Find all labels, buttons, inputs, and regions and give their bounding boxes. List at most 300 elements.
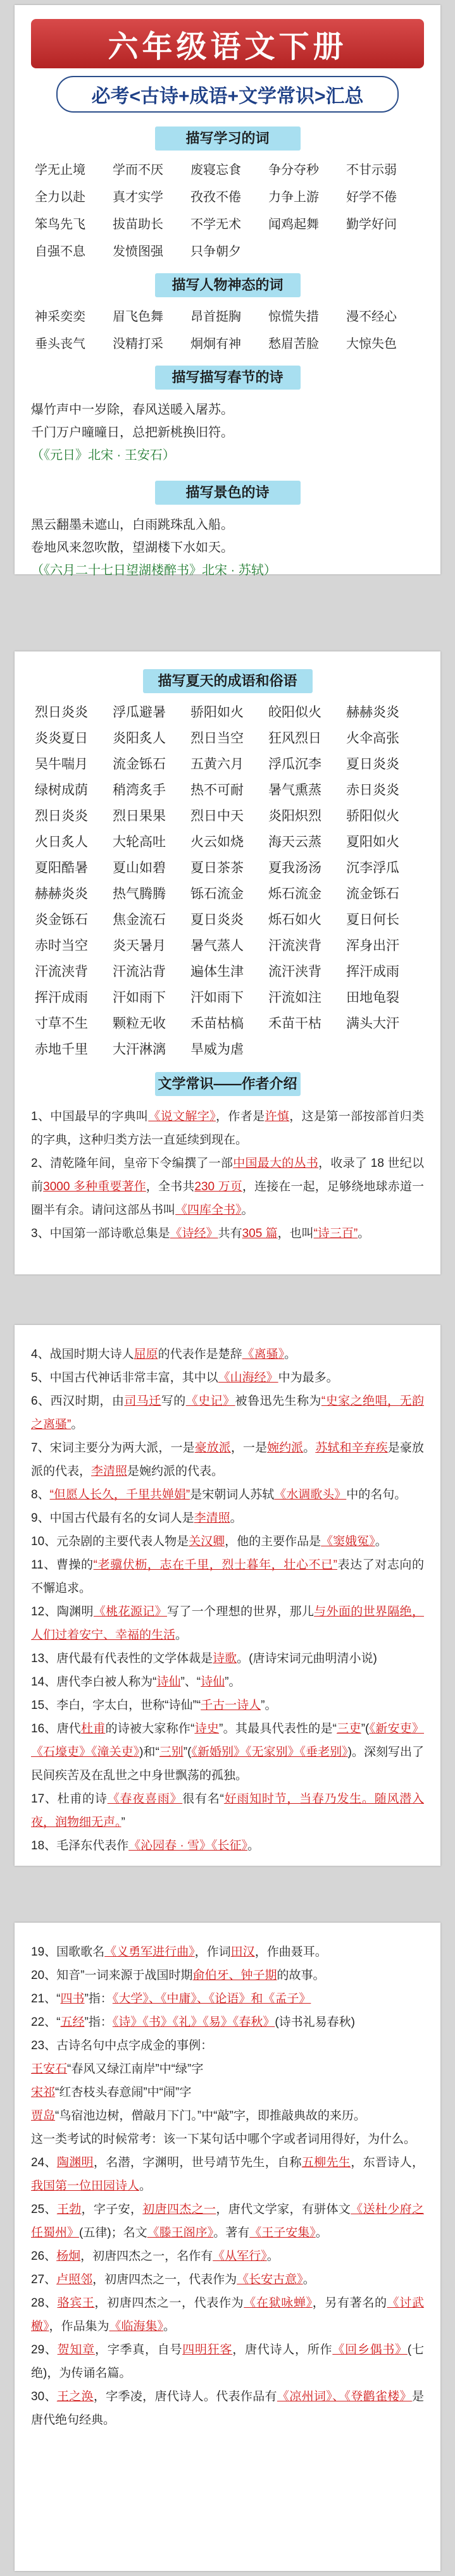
word-item: 赤地千里 xyxy=(35,1042,88,1057)
item-text: ，作曲聂耳。 xyxy=(254,1945,327,1959)
section-title-scenery: 描写景色的诗 xyxy=(155,481,301,505)
word-item: 稍湾炙手 xyxy=(113,783,166,798)
word-item: 汗流沾背 xyxy=(113,964,166,979)
item-text: 。 xyxy=(302,2273,315,2286)
word-item: 夏阳酷暑 xyxy=(35,861,88,875)
highlight-answer: 三别 xyxy=(159,1746,184,1759)
word-item: 浮瓜沉李 xyxy=(268,757,321,772)
word-item: 骄阳似火 xyxy=(346,809,399,823)
item-text: 是唐代绝句经典。 xyxy=(31,2390,424,2427)
word-item: 绿树成荫 xyxy=(35,783,88,798)
highlight-answer: 《义勇军进行曲》 xyxy=(104,1945,195,1959)
literature-item xyxy=(31,1105,424,1152)
word-item: 炎金铄石 xyxy=(35,913,88,927)
literature-item xyxy=(31,1152,424,1222)
literature-item xyxy=(31,1670,424,1694)
highlight-answer: 卢照邻 xyxy=(56,2273,93,2286)
item-text: ，名潜，字渊明，世号靖节先生，自称 xyxy=(93,2156,302,2169)
item-text: ，全书共 xyxy=(146,1180,195,1193)
word-item: 禾苗干枯 xyxy=(268,1016,321,1031)
highlight-answer: “诗三百” xyxy=(313,1227,358,1240)
highlight-answer: 三吏 xyxy=(337,1722,361,1735)
literature-item xyxy=(31,2034,424,2057)
poem-source-text: 《元日》北宋 · 王安石 xyxy=(44,448,163,462)
item-text: 29、 xyxy=(31,2343,58,2357)
literature-item xyxy=(31,2011,424,2034)
word-item: 热气腾腾 xyxy=(113,887,166,901)
word-item: 只争朝夕 xyxy=(190,245,241,259)
item-text: 是婉约派的代表。 xyxy=(127,1465,224,1478)
word-item: 汗如雨下 xyxy=(190,990,244,1005)
literature-item xyxy=(31,1436,424,1483)
highlight-answer: 关汉卿 xyxy=(189,1535,225,1548)
literature-item xyxy=(31,2245,424,2268)
literature-item xyxy=(31,1222,424,1245)
item-text: 是宋朝词人苏轼 xyxy=(190,1488,275,1501)
literature-item xyxy=(31,2291,424,2338)
item-text: ” xyxy=(121,1816,125,1829)
highlight-answer: 诗仙 xyxy=(156,1675,181,1689)
word-item: 炎阳炽烈 xyxy=(268,809,321,823)
highlight-answer: 中国最大的丛书 xyxy=(233,1157,319,1170)
word-item: 炎阳炙人 xyxy=(113,731,166,746)
item-text: (七绝)，为传诵名篇。 xyxy=(31,2343,424,2380)
word-item: 炯炯有神 xyxy=(190,337,241,351)
item-text: 。 xyxy=(241,1204,254,1217)
highlight-answer: 《史记》 xyxy=(185,1395,235,1408)
literature-item xyxy=(31,1553,424,1600)
item-text: 。 xyxy=(303,1441,316,1455)
literature-item xyxy=(31,1647,424,1670)
word-item: 大惊失色 xyxy=(346,337,397,351)
word-item: 汗如雨下 xyxy=(113,990,166,1005)
item-text: 共有 xyxy=(218,1227,242,1240)
item-text: )和“ xyxy=(139,1746,159,1759)
item-text: ，唐代诗人，所作 xyxy=(232,2343,333,2357)
word-item: 愁眉苦脸 xyxy=(268,337,319,351)
word-item: 大汗淋漓 xyxy=(113,1042,166,1057)
item-text: ，东晋诗人， xyxy=(351,2156,424,2169)
item-text: ，另有著名的 xyxy=(312,2296,387,2310)
highlight-answer: 《从军行》 xyxy=(213,2250,267,2263)
highlight-answer: 《长安古意》 xyxy=(237,2273,303,2286)
highlight-answer: 《四库全书》 xyxy=(175,1204,242,1217)
highlight-answer: 《春夜喜雨》 xyxy=(107,1792,183,1806)
highlight-answer: 《诗》《书》《礼》《易》《春秋》 xyxy=(112,2016,275,2029)
word-item: 笨鸟先飞 xyxy=(35,218,85,231)
highlight-answer: 《滕王阁序》 xyxy=(147,2226,214,2240)
poem-source-text: 《六月二十七日望湖楼醉书》北宋 · 苏轼 xyxy=(44,564,264,577)
item-text: 。 xyxy=(230,1512,242,1525)
highlight-answer: 《水调歌头》 xyxy=(274,1488,347,1501)
literature-item xyxy=(31,1834,424,1858)
highlight-answer: 《山海经》 xyxy=(218,1371,278,1384)
word-item: 孜孜不倦 xyxy=(190,190,241,204)
literature-item xyxy=(31,1964,424,1987)
highlight-answer: 《大学》、《中庸》、《论语》和《孟子》 xyxy=(112,1992,311,2006)
word-item: 烈日炎炎 xyxy=(35,809,88,823)
word-item: 全力以赴 xyxy=(35,190,85,204)
word-item: 暑气蒸人 xyxy=(190,939,244,953)
highlight-answer: 屈原 xyxy=(134,1348,158,1361)
item-text: 中为最多。 xyxy=(278,1371,339,1384)
literature-item xyxy=(31,1483,424,1507)
poem-line: 千门万户曈曈日，总把新桃换旧符。 xyxy=(31,426,234,440)
highlight-answer: 与外面的世界隔绝，人们过着安宁、幸福的生活 xyxy=(31,1605,424,1642)
item-text: 8、 xyxy=(31,1488,50,1501)
word-item: 力争上游 xyxy=(268,190,319,204)
word-item: 皎阳似火 xyxy=(268,705,321,720)
item-text: ，字季凌，唐代诗人。代表作品有 xyxy=(93,2390,277,2403)
item-text: ，作者是 xyxy=(216,1110,265,1123)
word-item: 浮瓜避暑 xyxy=(113,705,166,720)
word-item: 颗粒无收 xyxy=(113,1016,166,1031)
highlight-answer: 杜甫 xyxy=(81,1722,106,1735)
item-text: 。 xyxy=(358,1227,370,1240)
highlight-answer: 《窦娥冤》 xyxy=(321,1535,375,1548)
item-text: ，这是第一部按部首归类的字典，这种归类方法一直延续到现在。 xyxy=(31,1110,424,1147)
literature-item xyxy=(31,2338,424,2385)
highlight-answer: 贾岛 xyxy=(31,2109,56,2123)
highlight-answer: 司马迁 xyxy=(124,1395,161,1408)
word-item: 真才实学 xyxy=(113,190,163,204)
word-item: 惊慌失措 xyxy=(268,310,319,324)
word-item: 没精打采 xyxy=(113,337,163,351)
spirit-words-grid xyxy=(31,306,424,352)
item-text: ，初唐四杰之一，代表作为 xyxy=(94,2296,244,2310)
word-item: 暑气熏蒸 xyxy=(268,783,321,798)
word-item: 发愤图强 xyxy=(113,245,163,259)
word-item: 夏我汤汤 xyxy=(268,861,321,875)
item-text: 3、中国第一部诗歌总集是 xyxy=(31,1227,170,1240)
highlight-answer: 许慎 xyxy=(265,1110,290,1123)
literature-item xyxy=(31,2198,424,2245)
word-item: 大轮高吐 xyxy=(113,835,166,849)
word-item: 争分夺秒 xyxy=(268,163,319,177)
item-text: 23、古诗名句中点字成金的事例： xyxy=(31,2039,213,2052)
highlight-answer: 《王子安集》 xyxy=(249,2226,316,2240)
highlight-answer: 四书 xyxy=(60,1992,85,2006)
item-text: 11、曹操的 xyxy=(31,1558,94,1572)
word-item: 流金铄石 xyxy=(113,757,166,772)
word-item: 满头大汗 xyxy=(346,1016,399,1031)
word-item: 自强不息 xyxy=(35,245,85,259)
item-text: ”。 xyxy=(261,1699,277,1712)
item-text: 。 xyxy=(266,2250,279,2263)
item-text: 很有名“ xyxy=(182,1792,224,1806)
item-text: “春风又绿江南岸”中“绿”字 xyxy=(67,2062,204,2076)
literature-item xyxy=(31,2104,424,2128)
word-item: 炎天暑月 xyxy=(113,939,166,953)
word-item: 夏日茶茶 xyxy=(190,861,244,875)
highlight-answer: 《临海集》 xyxy=(109,2320,164,2333)
highlight-answer: 苏轼和辛弃疾 xyxy=(315,1441,388,1455)
highlight-answer: 四明狂客 xyxy=(182,2343,233,2357)
highlight-answer: 李清照 xyxy=(194,1512,230,1525)
word-item: 不甘示弱 xyxy=(346,163,397,177)
item-text: 的故事。 xyxy=(277,1969,325,1982)
page-1 xyxy=(15,5,440,577)
highlight-answer: 豪放派 xyxy=(194,1441,231,1455)
item-text: 22、“ xyxy=(31,2016,61,2029)
literature-list-2 xyxy=(31,1343,424,1858)
item-text: 写的 xyxy=(161,1395,186,1408)
literature-item xyxy=(31,1694,424,1717)
item-text: 。 xyxy=(284,1348,297,1361)
item-text: ，初唐四杰之一，名作有 xyxy=(80,2250,213,2263)
item-text: 10、元杂剧的主要代表人物是 xyxy=(31,1535,189,1548)
word-item: 好学不倦 xyxy=(346,190,397,204)
page-title: 六年级语文下册 xyxy=(31,19,424,68)
item-text: 。 xyxy=(139,2179,152,2193)
item-text: 。著有 xyxy=(213,2226,250,2240)
highlight-answer: 千古一诗人 xyxy=(201,1699,261,1712)
item-text: “红杏枝头春意闹”中“闹”字 xyxy=(55,2086,192,2099)
item-text: 18、毛泽东代表作 xyxy=(31,1839,129,1852)
word-item: 火伞高张 xyxy=(346,731,399,746)
page-3 xyxy=(15,1325,440,1866)
word-item: 流金铄石 xyxy=(346,887,399,901)
word-item: 不学无术 xyxy=(190,218,241,231)
literature-item xyxy=(31,2081,424,2104)
word-item: 寸草不生 xyxy=(35,1016,88,1031)
literature-list-3 xyxy=(31,1940,424,2432)
literature-item xyxy=(31,2128,424,2151)
study-words-grid xyxy=(31,159,424,259)
item-text: ，字子安， xyxy=(81,2203,143,2216)
highlight-answer: 3000 多种重要著作 xyxy=(43,1180,146,1193)
item-text: 17、杜甫的诗 xyxy=(31,1792,108,1806)
highlight-answer: 五柳先生 xyxy=(301,2156,351,2169)
literature-item xyxy=(31,1507,424,1530)
item-text: 9、中国古代最有名的女词人是 xyxy=(31,1512,194,1525)
word-item: 夏山如碧 xyxy=(113,861,166,875)
word-item: 夏阳如火 xyxy=(346,835,399,849)
page-2 xyxy=(15,651,440,1274)
highlight-answer: 贺知章 xyxy=(57,2343,95,2357)
item-text: 是豪放派的代表， xyxy=(31,1441,424,1478)
word-item: 夏日炎炎 xyxy=(190,913,244,927)
item-text: 15、李白，字太白，世称“诗仙”“ xyxy=(31,1699,201,1712)
highlight-answer: 《诗经》 xyxy=(170,1227,218,1240)
item-text: ”。其最具代表性的是“ xyxy=(219,1722,337,1735)
item-text: 。 xyxy=(71,1418,84,1431)
word-item: 狂风烈日 xyxy=(268,731,321,746)
highlight-answer: 《说文解字》 xyxy=(148,1110,216,1123)
word-item: 火云如烧 xyxy=(190,835,244,849)
summer-words-grid xyxy=(31,702,424,1058)
word-item: 焦金流石 xyxy=(113,913,166,927)
word-item: 田地龟裂 xyxy=(346,990,399,1005)
item-text: “鸟宿池边树，僧敲月下门。”中“敲”字，即推敲典故的来历。 xyxy=(55,2109,366,2123)
highlight-answer: 《离骚》 xyxy=(242,1348,285,1361)
item-text: 写了一个理想的世界，那儿 xyxy=(166,1605,315,1618)
item-text: 2、清乾隆年间，皇帝下令编撰了一部 xyxy=(31,1157,234,1170)
literature-item xyxy=(31,1600,424,1647)
item-text: 。 xyxy=(247,1839,260,1852)
word-item: 废寝忘食 xyxy=(190,163,241,177)
item-text: 21、“ xyxy=(31,1992,61,2006)
word-item: 拔苗助长 xyxy=(113,218,163,231)
word-item: 赫赫炎炎 xyxy=(35,887,88,901)
highlight-answer: 《回乡偶书》 xyxy=(332,2343,408,2357)
item-text: ，他的主要作品是 xyxy=(225,1535,321,1548)
highlight-answer: 《新安吏》《石壕吏》《潼关吏》 xyxy=(31,1722,424,1759)
literature-item xyxy=(31,1787,424,1834)
item-text: ”( xyxy=(361,1722,370,1735)
item-text: (五律)；名文 xyxy=(79,2226,147,2240)
highlight-answer: 230 万页 xyxy=(194,1180,242,1193)
word-item: 旱威为虐 xyxy=(190,1042,244,1057)
item-text: 27、 xyxy=(31,2273,57,2286)
item-text: ，作品集为 xyxy=(49,2320,109,2333)
item-text: 20、知音”一词来源于战国时期 xyxy=(31,1969,193,1982)
item-text: 的诗被大家称作“ xyxy=(105,1722,195,1735)
item-text: ，收录了 18 世纪以前 xyxy=(31,1157,424,1193)
literature-item xyxy=(31,2057,424,2081)
word-item: 烁石如火 xyxy=(268,913,321,927)
word-item: 吴牛喘月 xyxy=(35,757,88,772)
word-item: 眉飞色舞 xyxy=(113,310,163,324)
item-text: ，作词 xyxy=(194,1945,231,1959)
item-text: 。 xyxy=(163,2320,176,2333)
item-text: ，初唐四杰之一，代表作为 xyxy=(92,2273,237,2286)
item-text: 12、陶渊明 xyxy=(31,1605,94,1618)
item-text: 6、西汉时期，由 xyxy=(31,1395,125,1408)
section-title-summer: 描写夏天的成语和俗语 xyxy=(143,669,313,693)
item-text: 13、唐代最有代表性的文学体裁是 xyxy=(31,1652,213,1665)
highlight-answer: 诗史 xyxy=(194,1722,220,1735)
item-text: ”指： xyxy=(84,2016,113,2029)
page-4 xyxy=(15,1923,440,2571)
poem-source: （《元日》北宋 · 王安石） xyxy=(31,448,175,462)
section-title-literature: 文学常识——作者介绍 xyxy=(155,1072,301,1096)
word-item: 夏日何长 xyxy=(346,913,399,927)
item-text: 1、中国最早的字典叫 xyxy=(31,1110,149,1123)
word-item: 夏日炎炎 xyxy=(346,757,399,772)
literature-item xyxy=(31,1987,424,2011)
highlight-answer: 《沁园春 · 雪》《长征》 xyxy=(128,1839,248,1852)
highlight-answer: 宋祁 xyxy=(31,2086,56,2099)
literature-item xyxy=(31,1343,424,1366)
word-item: 漫不经心 xyxy=(346,310,397,324)
poem-line: 黑云翻墨未遮山，白雨跳珠乱入船。 xyxy=(31,518,234,532)
item-text: 4、战国时期大诗人 xyxy=(31,1348,134,1361)
highlight-answer: 初唐四杰之一 xyxy=(142,2203,216,2216)
highlight-answer: 我国第一位田园诗人 xyxy=(31,2179,140,2193)
word-item: 流汗浃背 xyxy=(268,964,321,979)
word-item: 遍体生津 xyxy=(190,964,244,979)
item-text: 14、唐代李白被人称为“ xyxy=(31,1675,157,1689)
word-item: 挥汗成雨 xyxy=(346,964,399,979)
item-text: 这一类考试的时候常考：该一下某句话中哪个字或者词用得好，为什么。 xyxy=(31,2133,416,2146)
item-text: 24、 xyxy=(31,2156,57,2169)
word-item: 烈日中天 xyxy=(190,809,244,823)
highlight-answer: 好雨知时节，当春乃发生。随风潜入夜，润物细无声。 xyxy=(31,1792,424,1829)
word-item: 烈日果果 xyxy=(113,809,166,823)
item-text: ”指： xyxy=(84,1992,113,2006)
item-text: ，也叫 xyxy=(277,1227,314,1240)
poem-line: 卷地风来忽吹散，望湖楼下水如天。 xyxy=(31,541,234,555)
word-item: 赤时当空 xyxy=(35,939,88,953)
word-item: 学无止境 xyxy=(35,163,85,177)
word-item: 勤学好问 xyxy=(346,218,397,231)
section-title-spring: 描写描写春节的诗 xyxy=(155,366,301,390)
highlight-answer: 诗仙 xyxy=(201,1675,225,1689)
word-item: 热不可耐 xyxy=(190,783,244,798)
highlight-answer: 《桃花源记》 xyxy=(93,1605,167,1618)
item-text: 28、 xyxy=(31,2296,58,2310)
item-text: ，唐代文学家，有骈体文 xyxy=(216,2203,351,2216)
highlight-answer: “老骥伏枥，志在千里，烈士暮年，壮心不已” xyxy=(93,1558,337,1572)
word-item: 赤日炎炎 xyxy=(346,783,399,798)
highlight-answer: 俞伯牙、钟子期 xyxy=(192,1969,277,1982)
highlight-answer: 李清照 xyxy=(91,1465,128,1478)
highlight-answer: 王之涣 xyxy=(56,2390,94,2403)
highlight-answer: 田汉 xyxy=(230,1945,255,1959)
highlight-answer: 骆宾王 xyxy=(57,2296,95,2310)
highlight-answer: 杨炯 xyxy=(56,2250,81,2263)
highlight-answer: 诗歌 xyxy=(213,1652,237,1665)
highlight-answer: 《讨武檄》 xyxy=(31,2296,424,2333)
word-item: 浑身出汗 xyxy=(346,939,399,953)
item-text: 16、唐代 xyxy=(31,1722,82,1735)
item-text: 。 xyxy=(375,1535,387,1548)
highlight-answer: 王勃 xyxy=(56,2203,82,2216)
word-item: 学而不厌 xyxy=(113,163,163,177)
literature-item xyxy=(31,2268,424,2291)
word-item: 昂首挺胸 xyxy=(190,310,241,324)
word-item: 汗流如注 xyxy=(268,990,321,1005)
literature-item xyxy=(31,1530,424,1553)
page-subtitle: 必考<古诗+成语+文学常识>汇总 xyxy=(56,76,399,113)
word-item: 烈日炎炎 xyxy=(35,705,88,720)
word-item: 闻鸡起舞 xyxy=(268,218,319,231)
word-item: 汗流浃背 xyxy=(268,939,321,953)
word-item: 垂头丧气 xyxy=(35,337,85,351)
item-text: ”。 xyxy=(225,1675,241,1689)
word-item: 沉李浮瓜 xyxy=(346,861,399,875)
poem-line: 爆竹声中一岁除，春风送暖入屠苏。 xyxy=(31,403,234,417)
item-text: 。(唐诗宋词元曲明清小说) xyxy=(237,1652,377,1665)
item-text: (诗书礼易春秋) xyxy=(275,2016,355,2029)
word-item: 汗流浃背 xyxy=(35,964,88,979)
word-item: 神采奕奕 xyxy=(35,310,85,324)
literature-item xyxy=(31,1390,424,1436)
poem-source: （《六月二十七日望湖楼醉书》北宋 · 苏轼） xyxy=(31,564,277,577)
literature-list-1 xyxy=(31,1105,424,1245)
item-text: 。 xyxy=(175,1629,188,1642)
highlight-answer: 《在狱咏蝉》 xyxy=(244,2296,313,2310)
item-text: )。深刻写出了民间疾苦及在乱世之中身世飘荡的孤独。 xyxy=(31,1746,424,1782)
item-text: 表达了对志向的不懈追求。 xyxy=(31,1558,424,1595)
highlight-answer: 《送杜少府之任蜀州》 xyxy=(31,2203,424,2240)
word-item: 火日炙人 xyxy=(35,835,88,849)
item-text: ”、“ xyxy=(180,1675,201,1689)
section-title-spirit: 描写人物神态的词 xyxy=(155,273,301,297)
item-text: ，一是 xyxy=(230,1441,268,1455)
word-item: 骄阳如火 xyxy=(190,705,244,720)
highlight-answer: 陶渊明 xyxy=(56,2156,94,2169)
word-item: 烁石流金 xyxy=(268,887,321,901)
literature-item xyxy=(31,1940,424,1964)
item-text: 7、宋词主要分为两大派，一是 xyxy=(31,1441,195,1455)
word-item: 烈日当空 xyxy=(190,731,244,746)
highlight-answer: 婉约派 xyxy=(267,1441,304,1455)
highlight-answer: “史家之绝唱，无韵之离骚” xyxy=(31,1395,424,1431)
item-text: ，字季真，自号 xyxy=(94,2343,183,2357)
item-text: ，连接在一起，足够绕地球赤道一圈半有余。请问这部丛书叫 xyxy=(31,1180,424,1217)
